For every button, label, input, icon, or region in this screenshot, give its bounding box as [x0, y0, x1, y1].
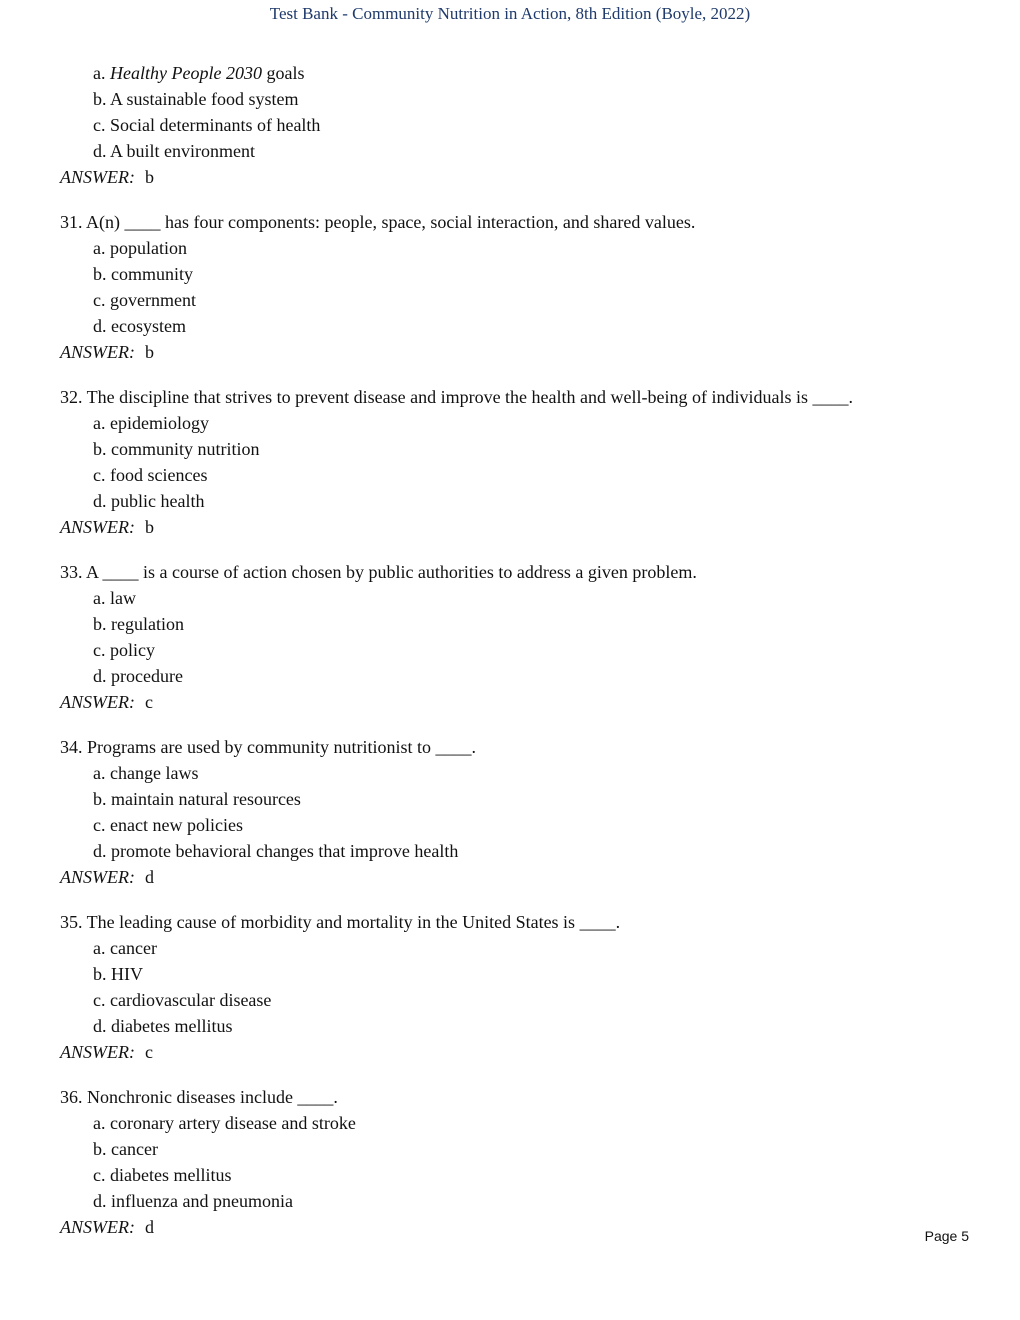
option-b: [60, 436, 960, 462]
option-b: [60, 86, 960, 112]
option-text: community: [111, 264, 193, 284]
answer-line: [60, 689, 960, 715]
answer-label: ANSWER:: [60, 342, 135, 362]
option-text: procedure: [111, 666, 183, 686]
option-letter: c.: [93, 990, 106, 1010]
option-letter: d.: [93, 666, 107, 686]
option-list: [60, 760, 960, 864]
option-letter: a.: [93, 1113, 106, 1133]
option-letter: c.: [93, 465, 106, 485]
answer-line: [60, 514, 960, 540]
option-letter: d.: [93, 1191, 107, 1211]
option-b: [60, 1136, 960, 1162]
option-italic-text: Healthy People 2030: [110, 63, 262, 83]
option-letter: a.: [93, 238, 106, 258]
option-d: [60, 313, 960, 339]
question-stem: 31. A(n) ____ has four components: people, space, social interaction, and shared values.: [60, 212, 696, 232]
page-number: Page 5: [924, 1228, 969, 1244]
option-text: epidemiology: [110, 413, 209, 433]
option-d: [60, 663, 960, 689]
document-header-title: Test Bank - Community Nutrition in Action, 8th Edition (Boyle, 2022): [269, 4, 751, 23]
answer-value: c: [144, 692, 153, 712]
option-letter: d.: [93, 1016, 107, 1036]
option-letter: c.: [93, 115, 106, 135]
option-text: policy: [110, 640, 155, 660]
answer-value: d: [144, 867, 154, 887]
question-stem: 35. The leading cause of morbidity and mortality in the United States is ____.: [60, 912, 621, 932]
option-list: [60, 935, 960, 1039]
option-text: A sustainable food system: [110, 89, 299, 109]
question-block-35: [60, 909, 960, 1065]
option-letter: d.: [93, 491, 107, 511]
option-a: [60, 235, 960, 261]
answer-label: ANSWER:: [60, 692, 135, 712]
question-block-32: [60, 384, 960, 540]
option-letter: b.: [93, 789, 107, 809]
answer-value: b: [144, 342, 154, 362]
option-text: HIV: [111, 964, 143, 984]
option-a: [60, 410, 960, 436]
option-a: [60, 760, 960, 786]
option-letter: b.: [93, 264, 107, 284]
option-d: [60, 138, 960, 164]
option-list: [60, 1110, 960, 1214]
option-text: goals: [261, 63, 305, 83]
option-text: diabetes mellitus: [110, 1165, 232, 1185]
option-text: Social determinants of health: [110, 115, 321, 135]
option-text: food sciences: [110, 465, 208, 485]
option-text: cardiovascular disease: [110, 990, 272, 1010]
option-letter: d.: [93, 316, 107, 336]
option-letter: d.: [93, 841, 107, 861]
answer-label: ANSWER:: [60, 1042, 135, 1062]
option-text: change laws: [110, 763, 199, 783]
option-text: diabetes mellitus: [111, 1016, 233, 1036]
option-text: cancer: [111, 1139, 158, 1159]
answer-label: ANSWER:: [60, 867, 135, 887]
answer-line: [60, 1214, 960, 1240]
option-text: regulation: [111, 614, 184, 634]
answer-line: [60, 864, 960, 890]
option-letter: b.: [93, 964, 107, 984]
question-block-36: [60, 1084, 960, 1240]
option-letter: c.: [93, 640, 106, 660]
option-letter: a.: [93, 938, 106, 958]
question-block-33: [60, 559, 960, 715]
question-block-34: [60, 734, 960, 890]
option-list: [60, 585, 960, 689]
option-d: [60, 1188, 960, 1214]
option-text: maintain natural resources: [111, 789, 301, 809]
option-c: [60, 812, 960, 838]
option-a: [60, 1110, 960, 1136]
answer-value: c: [144, 1042, 153, 1062]
option-c: [60, 987, 960, 1013]
answer-label: ANSWER:: [60, 517, 135, 537]
option-text: promote behavioral changes that improve health: [111, 841, 459, 861]
question-block-31: [60, 209, 960, 365]
question-stem: 36. Nonchronic diseases include ____.: [60, 1087, 338, 1107]
option-c: [60, 1162, 960, 1188]
question-list: [60, 60, 960, 1240]
option-text: enact new policies: [110, 815, 243, 835]
option-text: community nutrition: [111, 439, 260, 459]
option-b: [60, 611, 960, 637]
option-c: [60, 637, 960, 663]
option-letter: a.: [93, 763, 106, 783]
option-letter: b.: [93, 614, 107, 634]
option-d: [60, 1013, 960, 1039]
option-letter: b.: [93, 89, 107, 109]
option-list: [60, 60, 960, 164]
option-c: [60, 287, 960, 313]
option-c: [60, 112, 960, 138]
option-text: A built environment: [110, 141, 255, 161]
answer-label: ANSWER:: [60, 1217, 135, 1237]
option-text: influenza and pneumonia: [111, 1191, 293, 1211]
option-b: [60, 261, 960, 287]
option-text: public health: [111, 491, 205, 511]
option-letter: d.: [93, 141, 107, 161]
option-list: [60, 410, 960, 514]
option-d: [60, 488, 960, 514]
option-a: [60, 60, 960, 86]
option-letter: b.: [93, 1139, 107, 1159]
option-text: law: [110, 588, 136, 608]
answer-value: b: [144, 517, 154, 537]
option-letter: a.: [93, 588, 106, 608]
answer-line: [60, 1039, 960, 1065]
option-letter: c.: [93, 1165, 106, 1185]
question-block-continued: [60, 60, 960, 190]
option-list: [60, 235, 960, 339]
option-text: population: [110, 238, 187, 258]
answer-label: ANSWER:: [60, 167, 135, 187]
option-letter: c.: [93, 815, 106, 835]
option-text: government: [110, 290, 196, 310]
option-letter: c.: [93, 290, 106, 310]
option-b: [60, 961, 960, 987]
answer-line: [60, 164, 960, 190]
option-c: [60, 462, 960, 488]
answer-value: b: [144, 167, 154, 187]
option-a: [60, 585, 960, 611]
option-letter: a.: [93, 413, 106, 433]
answer-value: d: [144, 1217, 154, 1237]
option-text: cancer: [110, 938, 157, 958]
option-letter: a.: [93, 63, 106, 83]
option-text: ecosystem: [111, 316, 186, 336]
question-stem: 32. The discipline that strives to prevent disease and improve the health and well-being of individuals is ____.: [60, 387, 853, 407]
option-a: [60, 935, 960, 961]
question-stem: 34. Programs are used by community nutritionist to ____.: [60, 737, 476, 757]
option-d: [60, 838, 960, 864]
option-b: [60, 786, 960, 812]
question-stem: 33. A ____ is a course of action chosen by public authorities to address a given problem.: [60, 562, 697, 582]
option-text: coronary artery disease and stroke: [110, 1113, 356, 1133]
answer-line: [60, 339, 960, 365]
option-letter: b.: [93, 439, 107, 459]
